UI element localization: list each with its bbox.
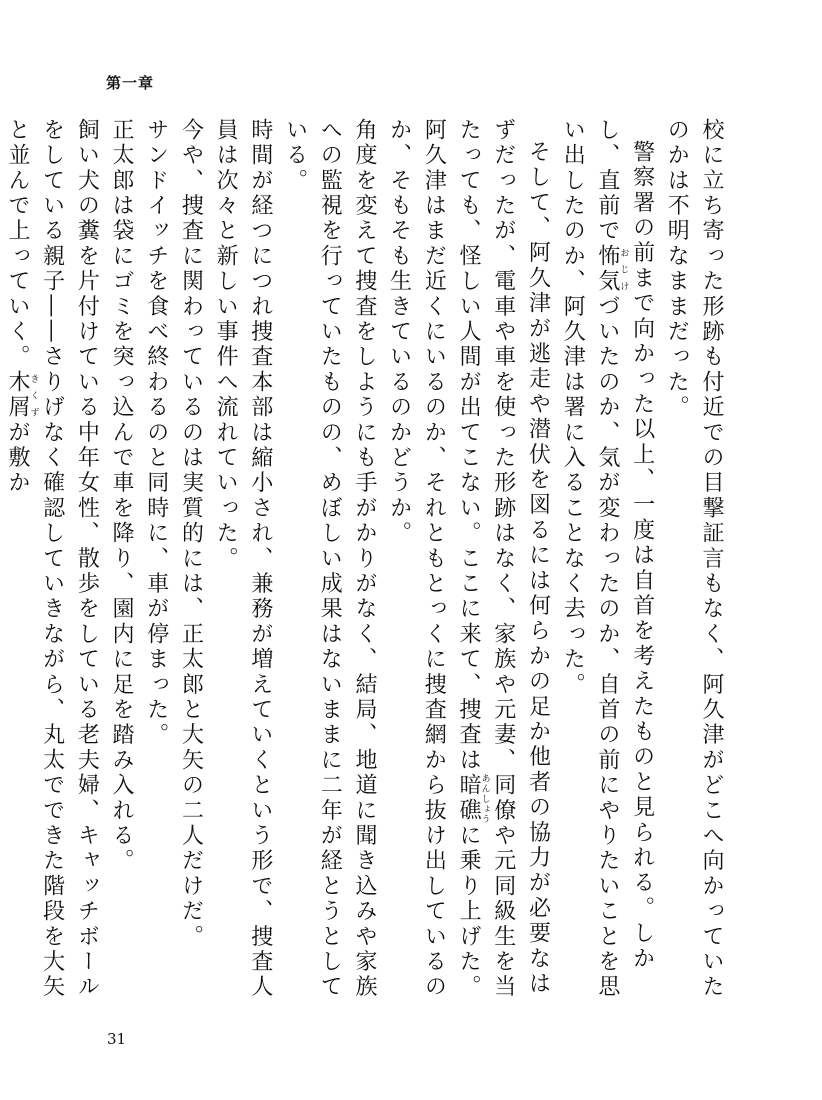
text-segment: 今や、捜査に関わっているのは実質的には、正太郎と大矢の二人だけだ。: [178, 118, 204, 950]
paragraph: [173, 118, 208, 1018]
ruby-annotation: おじけ: [618, 244, 629, 295]
text-segment: 時間が経つにつれ捜査本部は縮小され、兼務が増えていくという形で、捜査人員は次々と新しい事件へ流れていった。: [213, 118, 273, 1000]
paragraph: [138, 118, 173, 1018]
paragraph: [277, 118, 381, 1018]
text-segment: づいたのか、気が変わったのか、自首の前にやりたいことを思い出したのか、阿久津は署に入ることなく去った。: [560, 118, 620, 1001]
page-number: 31: [107, 1030, 127, 1048]
text-segment: 正太郎は袋にゴミを突っ込んで車を降り、園内に足を踏み入れる。: [109, 118, 135, 874]
paragraph: [659, 118, 728, 1018]
text-segment: 校に立ち寄った形跡も付近での目撃証言もなく、阿久津がどこへ向かっていたのかは不明なままだった。: [664, 118, 724, 1000]
text-segment: サンドイッチを食べ終わるのと同時に、車が停まった。: [143, 118, 169, 748]
paragraph: [103, 118, 138, 1018]
paragraph: [207, 118, 276, 1018]
ruby-base: 木屑: [4, 370, 30, 421]
text-segment: そして、阿久津が逃走や潜伏を図るには何らかの足か他者の協力が必要なはずだったが、電車や車を使った形跡はなく、家族や元妻、同僚や元同級生を当たっても、怪しい人間が出てこない。ここに来て、捜査は: [456, 118, 551, 1000]
paragraph: [0, 118, 103, 1018]
ruby-annotation: きくず: [28, 370, 39, 421]
text-segment: が敷か: [4, 420, 30, 497]
ruby-text: [4, 370, 39, 421]
text-segment: 角度を変えて捜査をしようにも手がかりがなく、結局、地道に聞き込みや家族への監視を行っていたものの、めぼしい成果はないままに二年が経とうとしている。: [282, 118, 377, 1000]
ruby-annotation: あんしょう: [479, 773, 490, 824]
text-segment: 警察署の前まで向かった以上、一度は自首を考えたものと見られる。しかし、直前で: [594, 118, 655, 972]
paragraph: [381, 118, 450, 1018]
ruby-base: 怖気: [594, 244, 620, 295]
text-segment: に乗り上げた。: [456, 823, 482, 1001]
text-segment: 飼い犬の糞を片付けている中年女性、散歩をしている老夫婦、キャッチボールをしている親子――さりげなく確認していきながら、丸太でできた階段を大矢と並んで上っていく。: [4, 118, 100, 1000]
text-segment: 阿久津はまだ近くにいるのか、それともとっくに捜査網から抜け出しているのか、そもそも生きているのかどうか。: [386, 118, 447, 1000]
body-text: [4, 118, 728, 1018]
ruby-base: 暗礁: [456, 773, 482, 824]
paragraph: [554, 118, 658, 1018]
chapter-header: 第一章: [106, 74, 155, 92]
ruby-text: [594, 244, 629, 295]
paragraph: [450, 118, 554, 1018]
ruby-text: [456, 773, 490, 824]
